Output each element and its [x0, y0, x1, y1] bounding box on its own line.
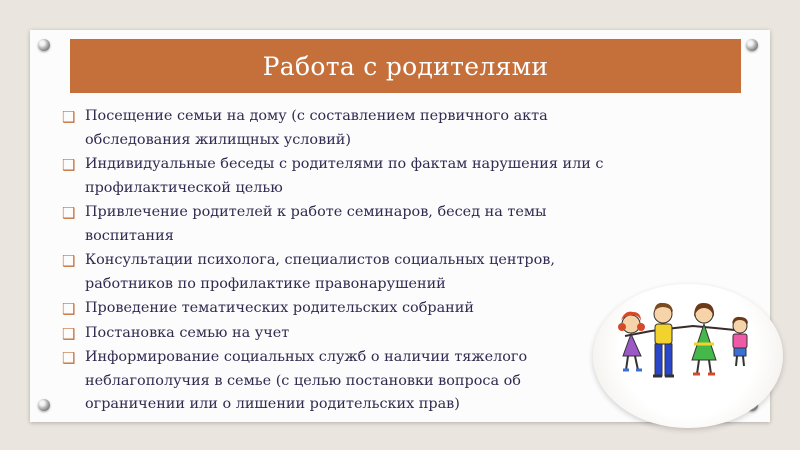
activity-list [60, 105, 620, 418]
children-holding-hands-icon [593, 284, 783, 428]
title-banner [70, 39, 741, 93]
bullet-icon: ❑ [62, 156, 76, 174]
list-item-text: Консультации психолога, специалистов социальных центров, работников по профилактике правонарушений [85, 252, 555, 292]
list-item [60, 105, 620, 152]
list-item [60, 153, 620, 200]
bullet-icon: ❑ [62, 349, 76, 367]
list-item-text: Посещение семьи на дому (с составлением первичного акта обследования жилищных условий) [85, 108, 548, 148]
bullet-icon: ❑ [62, 324, 76, 343]
list-item [60, 201, 620, 248]
pin-icon [38, 399, 50, 411]
list-item [60, 249, 620, 296]
list-item-text: Постановка семью на учет [85, 324, 290, 341]
list-item [60, 322, 620, 346]
list-item [60, 346, 620, 417]
bullet-icon: ❑ [62, 300, 76, 318]
bullet-icon: ❑ [62, 108, 76, 126]
pin-icon [38, 39, 50, 51]
list-item-text: Индивидуальные беседы с родителями по фактам нарушения или с профилактической целью [85, 156, 604, 196]
list-item [60, 297, 620, 321]
list-item-text: Привлечение родителей к работе семинаров, бесед на темы воспитания [85, 204, 547, 244]
list-item-text: Проведение тематических родительских собраний [85, 300, 474, 316]
slide-title: Работа с родителями [262, 51, 549, 81]
pin-icon [746, 39, 758, 51]
bullet-icon: ❑ [62, 252, 76, 270]
list-item-text: Информирование социальных служб о наличии тяжелого неблагополучия в семье (с целью постановки вопроса об ограничении или о лишении родительских прав) [85, 349, 528, 412]
bullet-icon: ❑ [62, 204, 76, 222]
children-illustration [593, 284, 783, 428]
